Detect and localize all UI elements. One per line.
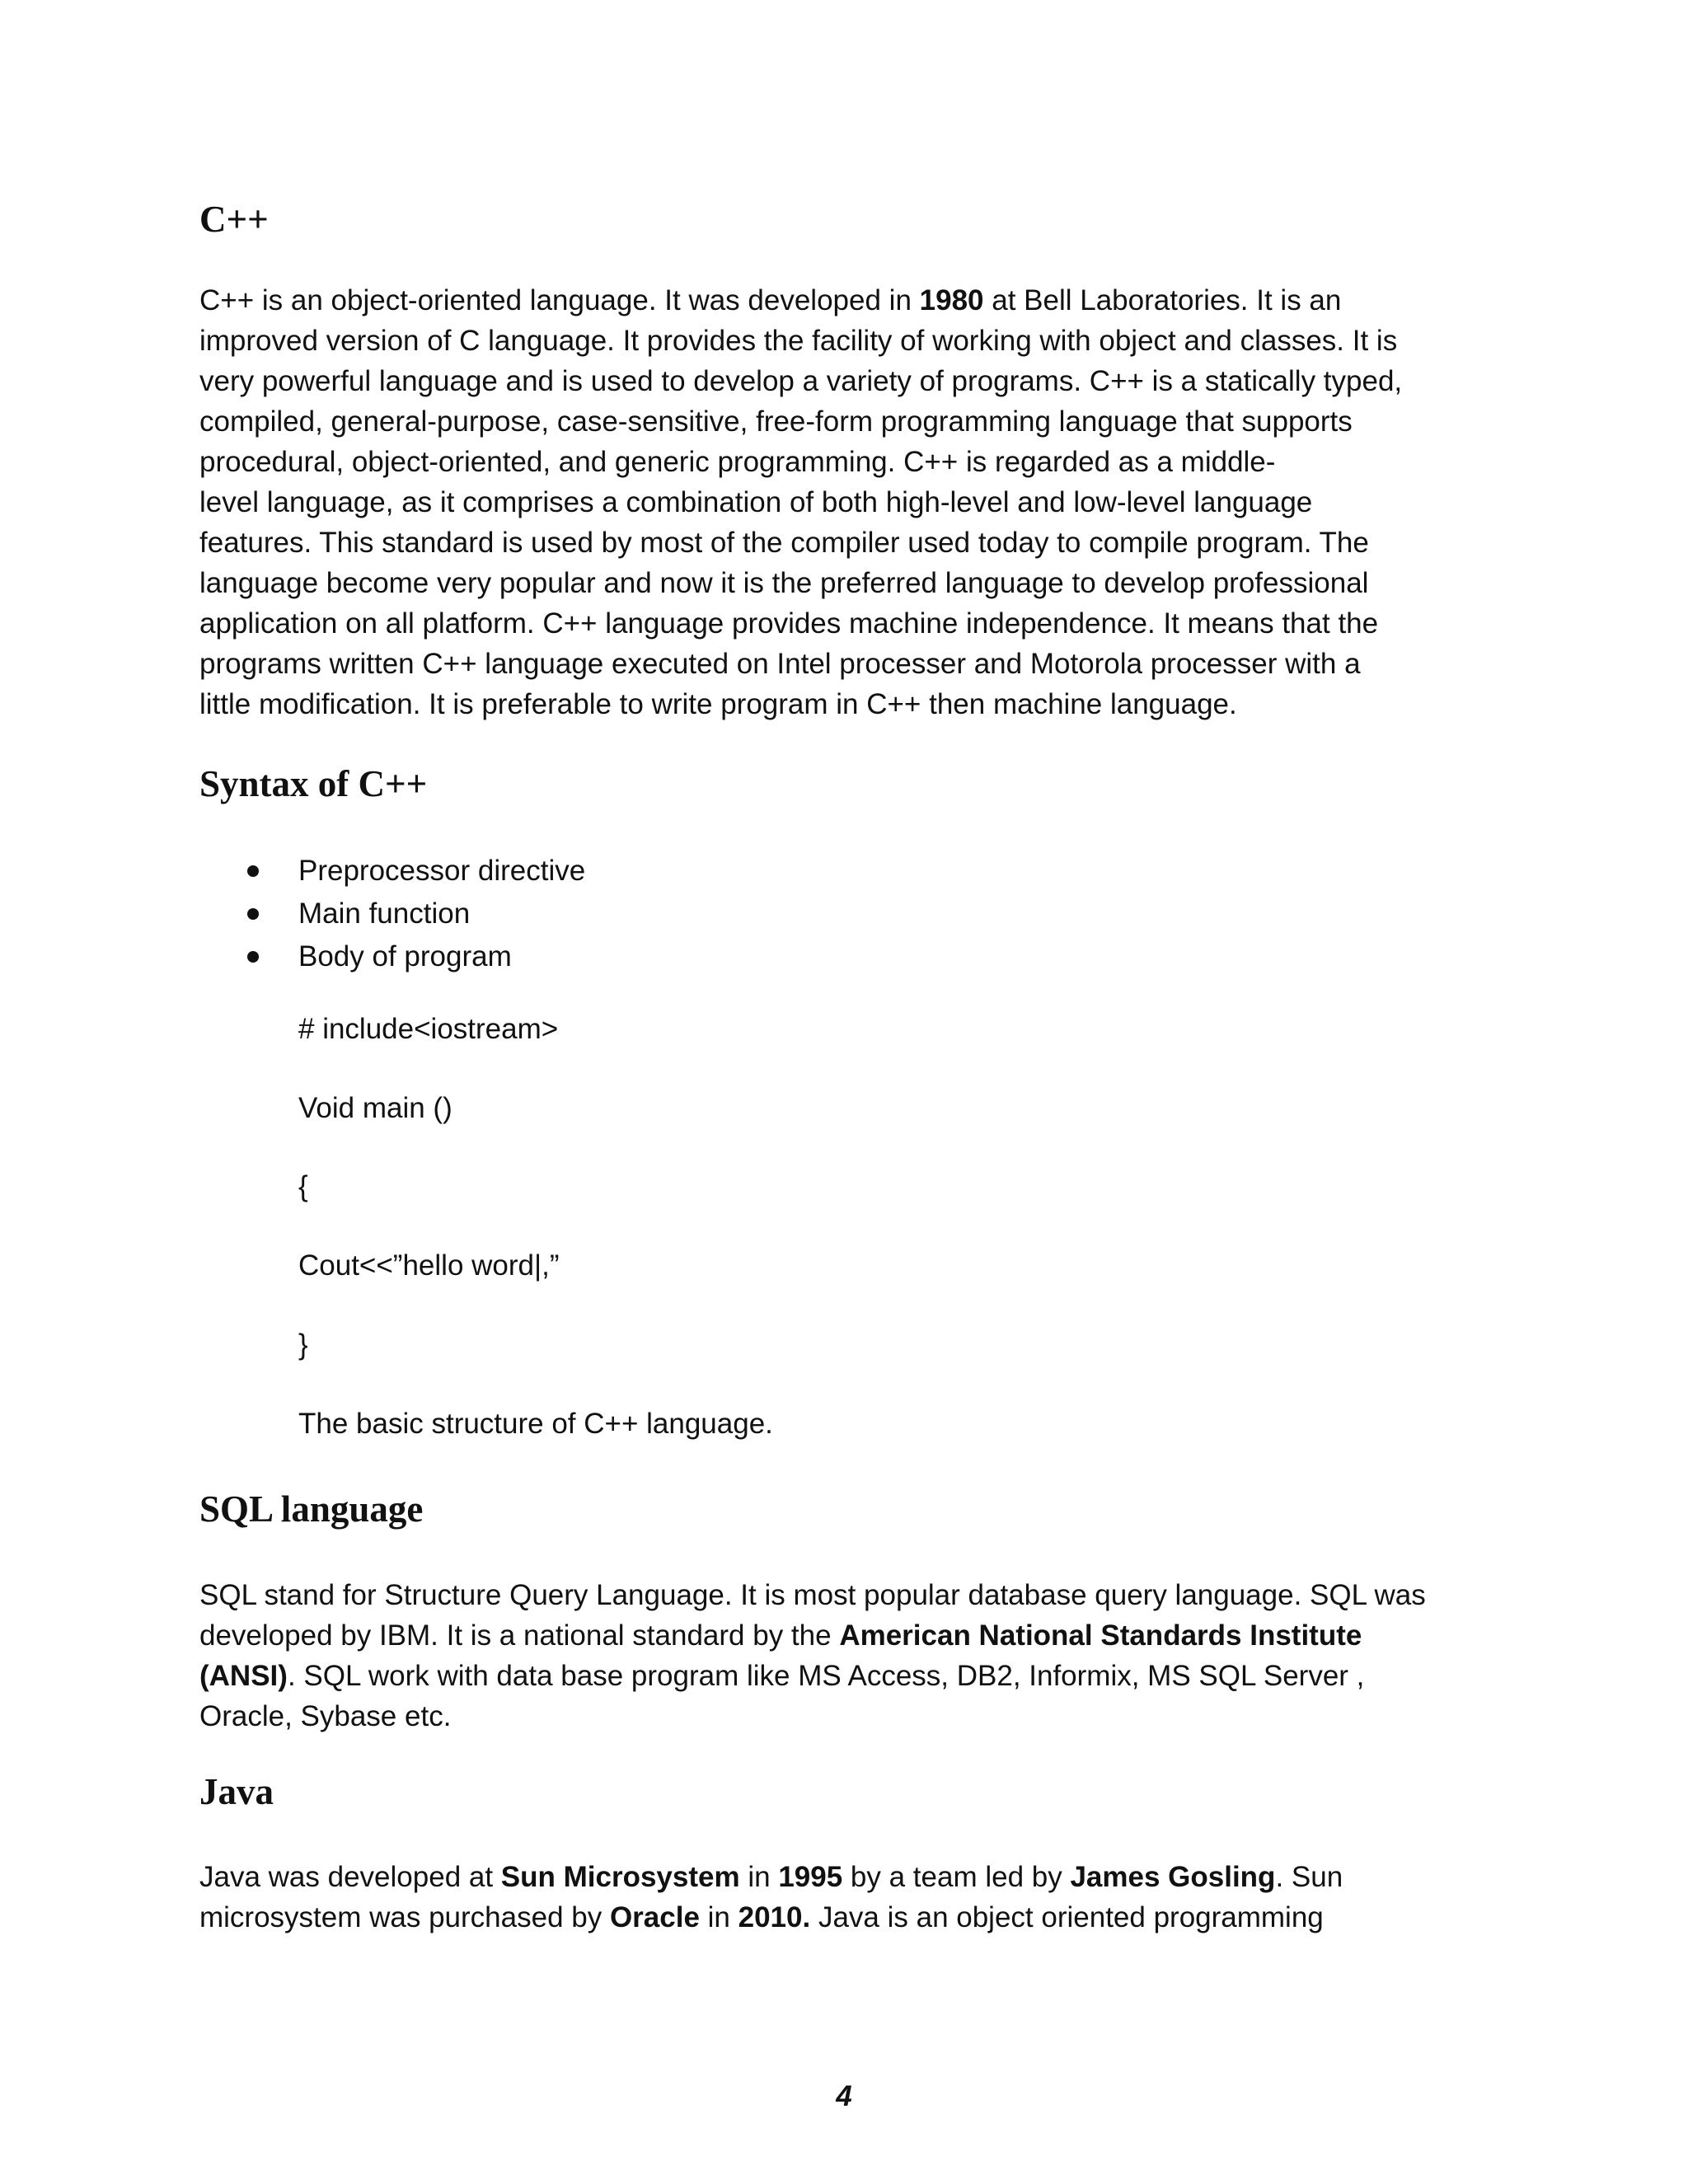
code-line: { (298, 1170, 308, 1202)
paragraph-line: C++ is an object-oriented language. It was developed in 1980 at Bell Laboratories. It is an (199, 284, 1342, 316)
paragraph-line: little modification. It is preferable to write program in C++ then machine language. (199, 688, 1237, 720)
code-line: } (298, 1329, 308, 1361)
code-line: Void main () (298, 1092, 452, 1124)
bullet-icon (247, 951, 259, 963)
paragraph-line: Java was developed at Sun Microsystem in 1995 by a team led by James Gosling. Sun (199, 1861, 1343, 1893)
syntax-bullet-list (247, 850, 585, 978)
paragraph-line: Oracle, Sybase etc. (199, 1700, 452, 1732)
paragraph-sql (199, 1575, 1426, 1736)
paragraph-line: (ANSI). SQL work with data base program like MS Access, DB2, Informix, MS SQL Server , (199, 1660, 1365, 1692)
ansi-abbrev: (ANSI) (199, 1660, 288, 1692)
paragraph-line: language become very popular and now it is the preferred language to develop professional (199, 567, 1369, 599)
heading-cpp: C++ (199, 199, 269, 240)
paragraph-line: application on all platform. C++ language provides machine independence. It means that the (199, 607, 1379, 640)
paragraph-line: developed by IBM. It is a national standard by the American National Standards Institute (199, 1619, 1362, 1652)
heading-syntax: Syntax of C++ (199, 763, 428, 804)
paragraph-line: very powerful language and is used to develop a variety of programs. C++ is a statically typed, (199, 365, 1403, 397)
paragraph-java (199, 1857, 1343, 1938)
paragraph-line: programs written C++ language executed on Intel processer and Motorola processer with a (199, 648, 1361, 680)
code-line: Cout<<”hello word|,” (298, 1249, 560, 1282)
heading-java: Java (199, 1771, 274, 1812)
list-item: Main function (247, 893, 585, 935)
paragraph-line: features. This standard is used by most of the compiler used today to compile program. The (199, 527, 1369, 559)
bullet-icon (247, 908, 259, 920)
list-item: Preprocessor directive (247, 850, 585, 893)
paragraph-line: procedural, object-oriented, and generic programming. C++ is regarded as a middle- (199, 446, 1276, 478)
year-1980: 1980 (919, 284, 984, 316)
code-line: # include<iostream> (298, 1013, 559, 1045)
page-number: 4 (836, 2080, 852, 2112)
paragraph-line: microsystem was purchased by Oracle in 2010. Java is an object oriented programming (199, 1901, 1324, 1933)
paragraph-line: level language, as it comprises a combination of both high-level and low-level language (199, 486, 1313, 518)
heading-sql: SQL language (199, 1488, 424, 1530)
paragraph-line: compiled, general-purpose, case-sensitive, free-form programming language that supports (199, 405, 1353, 438)
list-item: Body of program (247, 935, 585, 978)
ansi-name: American National Standards Institute (839, 1619, 1362, 1652)
paragraph-cpp (199, 280, 1402, 724)
paragraph-line: SQL stand for Structure Query Language. It is most popular database query language. SQL was (199, 1579, 1426, 1611)
paragraph-line: improved version of C language. It provides the facility of working with object and classes. It is (199, 325, 1398, 357)
code-caption: The basic structure of C++ language. (298, 1408, 773, 1440)
bullet-icon (247, 865, 259, 877)
